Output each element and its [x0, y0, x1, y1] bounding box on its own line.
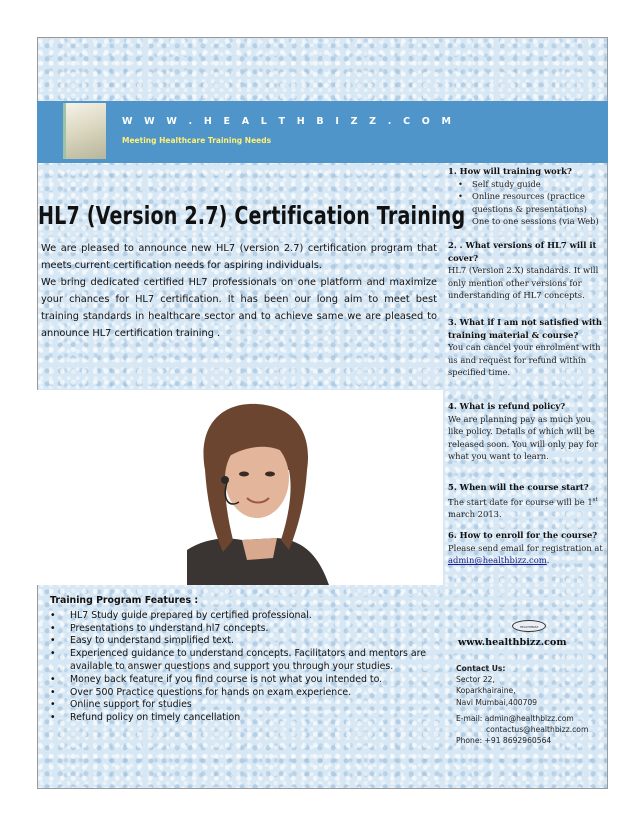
faq-answer-text: The start date for course will be 1: [448, 496, 593, 507]
contact-email[interactable]: E-mail: admin@healthbizz.com: [456, 713, 574, 723]
faq-item: [448, 481, 606, 520]
portrait-photo: [37, 390, 443, 585]
features-list: [50, 610, 442, 725]
contact-website[interactable]: www.healthbizz.com: [458, 637, 567, 648]
intro-paragraph: We bring dedicated certified HL7 professionals on one platform and maximize your chances for HL7 certification. It has been our long aim to meet best training standards in healthcare sector and to achieve same we are pleased to announce HL7 certification training .: [41, 277, 437, 339]
faq-answer-text: march 2013.: [448, 508, 502, 519]
email-link[interactable]: admin@healthbizz.com: [448, 555, 547, 565]
faq-question: 5. When will the course start?: [448, 482, 589, 492]
feature-item: • Presentations to understand hl7 concepts.: [50, 623, 442, 636]
faq-question: 1. How will training work?: [448, 166, 572, 176]
faq-item: [448, 165, 606, 228]
faq-bullet: • Online resources (practice questions & presentations): [462, 190, 606, 215]
faq-answer: HL7 (Version 2.X) standards. It will only mention other versions for understanding of HL7 concepts.: [448, 265, 599, 300]
logo-badge: HEALTHBIZZ: [512, 620, 546, 632]
feature-item: • Refund policy on timely cancellation: [50, 712, 442, 725]
faq-answer-superscript: st: [592, 496, 598, 503]
faq-answer: We are planning pay as much you like policy. Details of which will be released soon. You will only pay for what you want to learn.: [448, 413, 599, 461]
address-line: Koparkhairaine,: [456, 686, 516, 696]
faq-answer: [448, 494, 606, 521]
header-band: [37, 101, 608, 163]
faq-question: 3. What if I am not satisfied with training material & course?: [448, 317, 603, 340]
intro-text: [41, 240, 437, 342]
feature-item: • HL7 Study guide prepared by certified professional.: [50, 610, 442, 623]
faq-bullet: • Self study guide: [462, 178, 606, 191]
contact-phone: Phone: +91 8692960564: [456, 736, 552, 746]
page-title: HL7 (Version 2.7) Certification Training: [38, 201, 466, 230]
feature-item: • Over 500 Practice questions for hands on exam experience.: [50, 687, 442, 700]
feature-item: • Online support for studies: [50, 699, 442, 712]
faq-bullet: • One to one sessions (via Web): [462, 215, 606, 228]
contact-heading: Contact Us:: [456, 664, 506, 673]
feature-item: • Money back feature if you find course is not what you intended to.: [50, 674, 442, 687]
faq-question: 2. . What versions of HL7 will it cover?: [448, 240, 597, 263]
faq-question: 4. What is refund policy?: [448, 401, 566, 411]
features-section: [50, 595, 442, 725]
faq-item: [448, 400, 606, 463]
faq-item: [448, 239, 606, 302]
faq-answer: [448, 542, 606, 567]
contact-email[interactable]: contactus@healthbizz.com: [486, 725, 589, 735]
faq-item: [448, 316, 606, 379]
faq-item: [448, 529, 606, 567]
feature-item: • Easy to understand simplified text.: [50, 635, 442, 648]
faq-answer-text: Please send email for registration at: [448, 542, 603, 553]
address-line: Sector 22,: [456, 675, 495, 685]
features-title: Training Program Features :: [50, 595, 199, 606]
header-photo: [63, 103, 106, 159]
woman-headset-photo: [37, 390, 443, 585]
site-wordmark: W W W . H E A L T H B I Z Z . C O M: [122, 116, 456, 127]
tagline: Meeting Healthcare Training Needs: [122, 136, 272, 145]
faq-question: 6. How to enroll for the course?: [448, 530, 598, 540]
feature-item: • Experienced guidance to understand concepts. Facilitators and mentors are available to answer questions and support you through your studies.: [50, 648, 442, 674]
contact-block: [456, 663, 588, 746]
faq-answer-text: .: [546, 555, 550, 565]
faq-answer: You can cancel your enrolment with us and request for refund within specified time.: [448, 342, 601, 377]
faq-bullet-list: [448, 178, 606, 228]
intro-paragraph: We are pleased to announce new HL7 (version 2.7) certification program that meets current certification needs for aspiring individuals.: [41, 243, 437, 271]
address-line: Navi Mumbai,400709: [456, 697, 538, 707]
